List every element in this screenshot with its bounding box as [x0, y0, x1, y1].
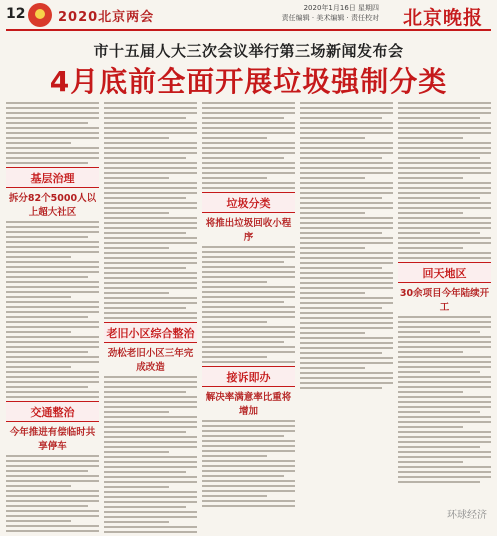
body-text-lines	[6, 455, 99, 532]
column-1	[6, 102, 99, 535]
body-text-lines	[104, 376, 197, 533]
date-line	[282, 3, 379, 23]
body-text-lines	[202, 420, 295, 507]
section-subtitle: 劲松老旧小区三年完成改造	[107, 348, 194, 373]
body-text-lines	[398, 102, 491, 259]
section-subtitle: 解决率满意率比重将增加	[205, 392, 292, 417]
section-subtitle: 拆分82个5000人以上超大社区	[8, 193, 97, 218]
body-text-lines	[104, 102, 197, 319]
watermark-text: 环球经济	[447, 510, 487, 521]
column-3	[202, 102, 295, 510]
section-hutong	[398, 262, 491, 283]
body-text-lines	[6, 102, 99, 164]
section-traffic-governance	[6, 401, 99, 422]
national-emblem-icon	[28, 3, 52, 27]
section-subtitle: 今年推进有偿临时共享停车	[9, 427, 96, 452]
column-5	[398, 102, 491, 486]
headline-kicker: 市十五届人大三次会议举行第三场新闻发布会	[93, 42, 404, 60]
section-subtitle: 30余项目今年陆续开工	[399, 288, 490, 313]
section-tag: 老旧小区综合整治	[106, 327, 195, 340]
body-text-lines	[300, 102, 393, 389]
section-name: 2020北京两会	[58, 10, 155, 25]
section-base-governance	[6, 167, 99, 188]
section-tag: 基层治理	[30, 172, 75, 185]
section-tag: 垃圾分类	[226, 197, 271, 210]
column-2	[104, 102, 197, 536]
section-tag: 回天地区	[422, 267, 467, 280]
section-tag: 交通整治	[30, 406, 75, 419]
body-text-lines	[202, 246, 295, 363]
section-complaint	[202, 366, 295, 387]
main-headline: 4月底前全面开展垃圾强制分类	[49, 65, 448, 98]
section-garbage-sorting	[202, 192, 295, 213]
editor-line: 责任编辑 · 美术编辑 · 责任校对	[281, 14, 379, 22]
column-4	[300, 102, 393, 392]
header-divider	[6, 29, 491, 31]
body-text-lines	[202, 102, 295, 189]
section-tag: 接诉即办	[226, 371, 271, 384]
date: 2020年1月16日 星期四	[303, 4, 379, 12]
section-old-community	[104, 322, 197, 343]
page-header	[0, 0, 497, 30]
section-subtitle: 将推出垃圾回收小程序	[205, 218, 292, 243]
body-text-lines	[6, 221, 99, 398]
masthead: 北京晚报	[402, 7, 483, 29]
body-text-lines	[398, 316, 491, 483]
page-number: 12	[6, 6, 26, 22]
